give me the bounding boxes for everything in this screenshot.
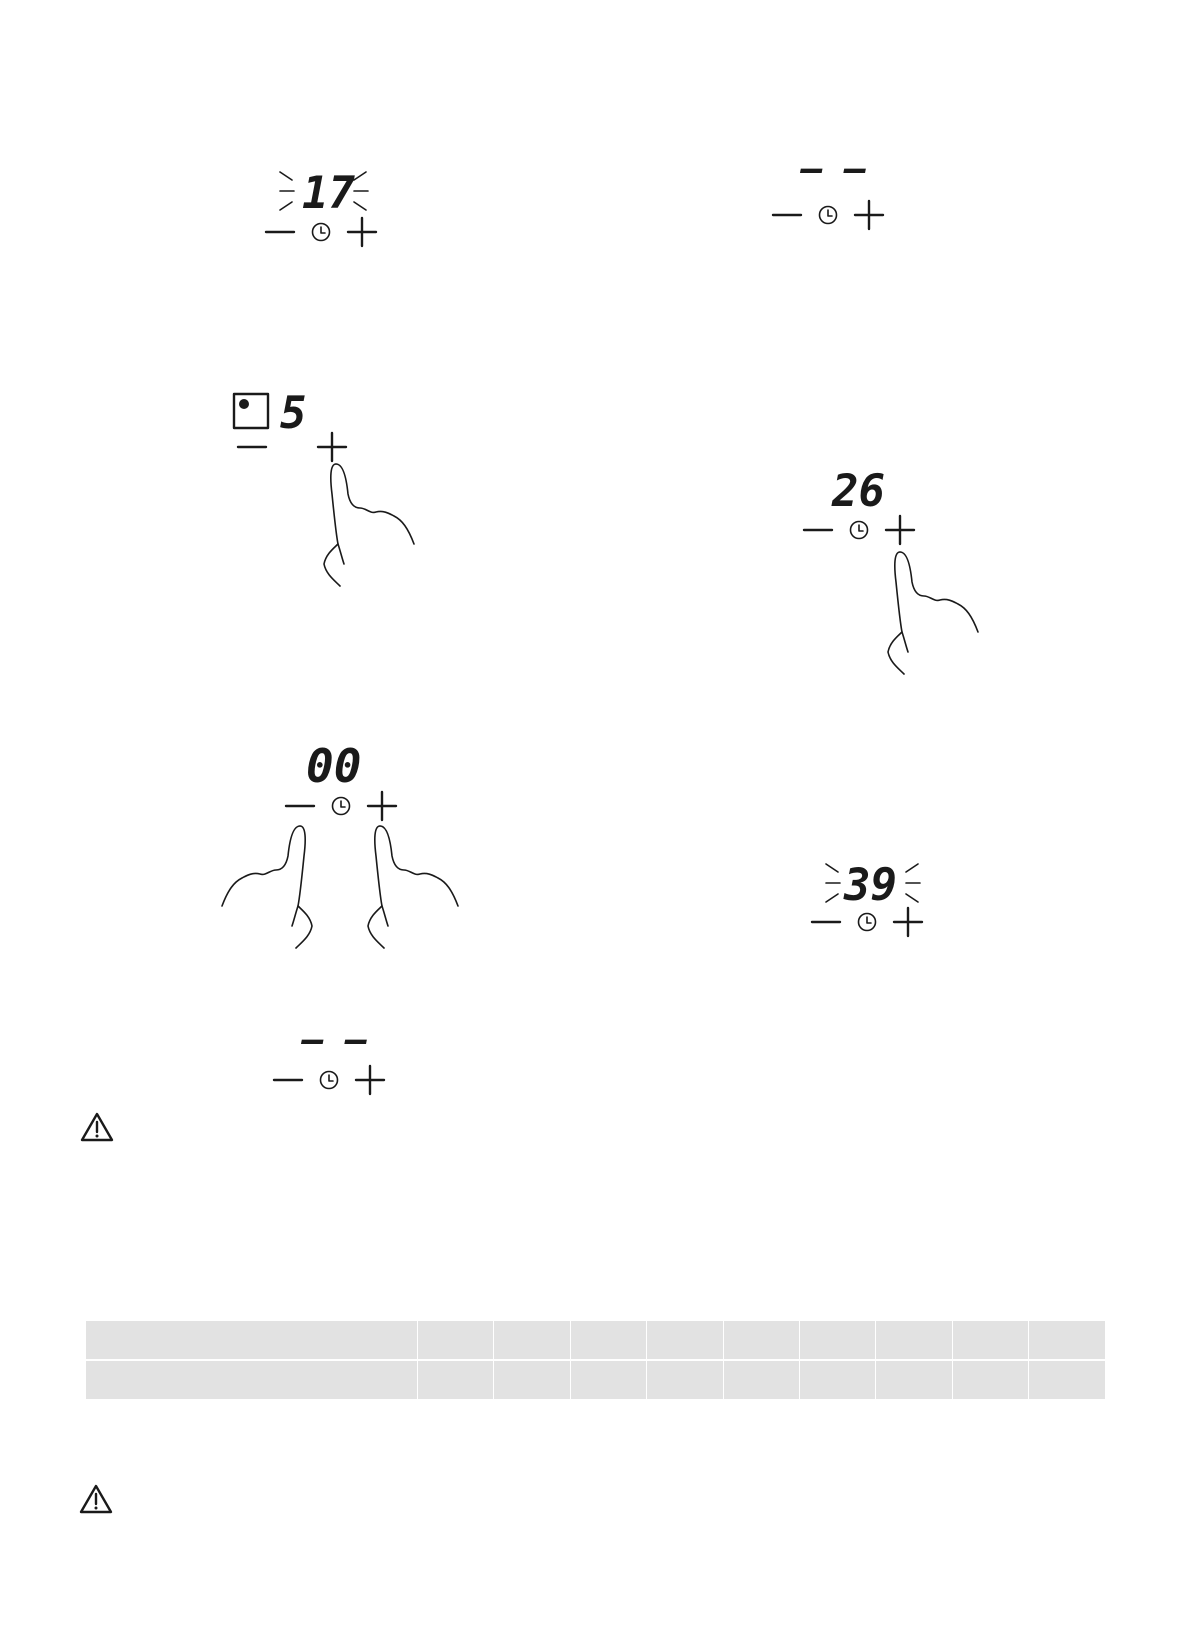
timer-display: – – <box>801 149 867 190</box>
blink-rays-right <box>354 172 368 210</box>
timer-display: 17 <box>302 168 355 219</box>
clock-icon <box>851 522 868 539</box>
table-cell <box>799 1360 875 1399</box>
timer-figure-1 <box>266 168 386 248</box>
clock-icon <box>820 207 837 224</box>
timer-display: – – <box>302 1020 368 1061</box>
power-level-figure <box>232 388 432 582</box>
plus-icon[interactable] <box>368 792 396 820</box>
warning-triangle-icon <box>79 1484 113 1514</box>
table-row <box>86 1360 1105 1399</box>
clock-icon <box>321 1072 338 1089</box>
table-cell <box>1029 1360 1106 1399</box>
timer-figure-6 <box>812 860 942 944</box>
timer-figure-2 <box>773 149 893 235</box>
table-cell <box>647 1360 723 1399</box>
table-cell <box>876 1321 952 1360</box>
table-cell <box>723 1360 799 1399</box>
plus-icon[interactable] <box>855 201 883 229</box>
data-table <box>86 1321 1105 1399</box>
timer-display: 00 <box>306 739 362 793</box>
table-row <box>86 1321 1105 1360</box>
table-cell <box>1029 1321 1106 1360</box>
zone-dot-icon <box>239 399 249 409</box>
pointing-hand-icon <box>368 826 458 948</box>
table-cell <box>952 1321 1028 1360</box>
warning-triangle-icon <box>80 1112 114 1142</box>
table-cell <box>799 1321 875 1360</box>
table-cell <box>570 1360 646 1399</box>
timer-figure-4 <box>804 468 1004 668</box>
table-cell <box>86 1321 418 1360</box>
timer-display: 26 <box>832 466 885 517</box>
plus-icon[interactable] <box>894 908 922 936</box>
blink-rays-right <box>906 864 920 902</box>
table-cell <box>418 1360 494 1399</box>
table-cell <box>418 1321 494 1360</box>
cooking-zone-indicator <box>234 394 268 428</box>
plus-icon[interactable] <box>356 1066 384 1094</box>
table-cell <box>647 1321 723 1360</box>
table-cell <box>494 1360 570 1399</box>
pointing-hand-icon <box>324 464 414 586</box>
blink-rays-left <box>280 172 294 210</box>
table-cell <box>723 1321 799 1360</box>
power-level-display: 5 <box>280 388 307 439</box>
timer-display: 39 <box>844 860 897 911</box>
plus-icon[interactable] <box>348 218 376 246</box>
clock-icon <box>313 224 330 241</box>
table-cell <box>876 1360 952 1399</box>
table-cell <box>570 1321 646 1360</box>
plus-icon[interactable] <box>886 516 914 544</box>
timer-figure-5 <box>216 739 476 942</box>
pointing-hand-icon <box>222 826 312 948</box>
table-cell <box>86 1360 418 1399</box>
timer-figure-7 <box>274 1020 394 1098</box>
table-cell <box>494 1321 570 1360</box>
clock-icon <box>859 914 876 931</box>
pointing-hand-icon <box>888 552 978 674</box>
table-cell <box>952 1360 1028 1399</box>
blink-rays-left <box>826 864 840 902</box>
clock-icon <box>333 798 350 815</box>
plus-icon[interactable] <box>318 433 346 461</box>
